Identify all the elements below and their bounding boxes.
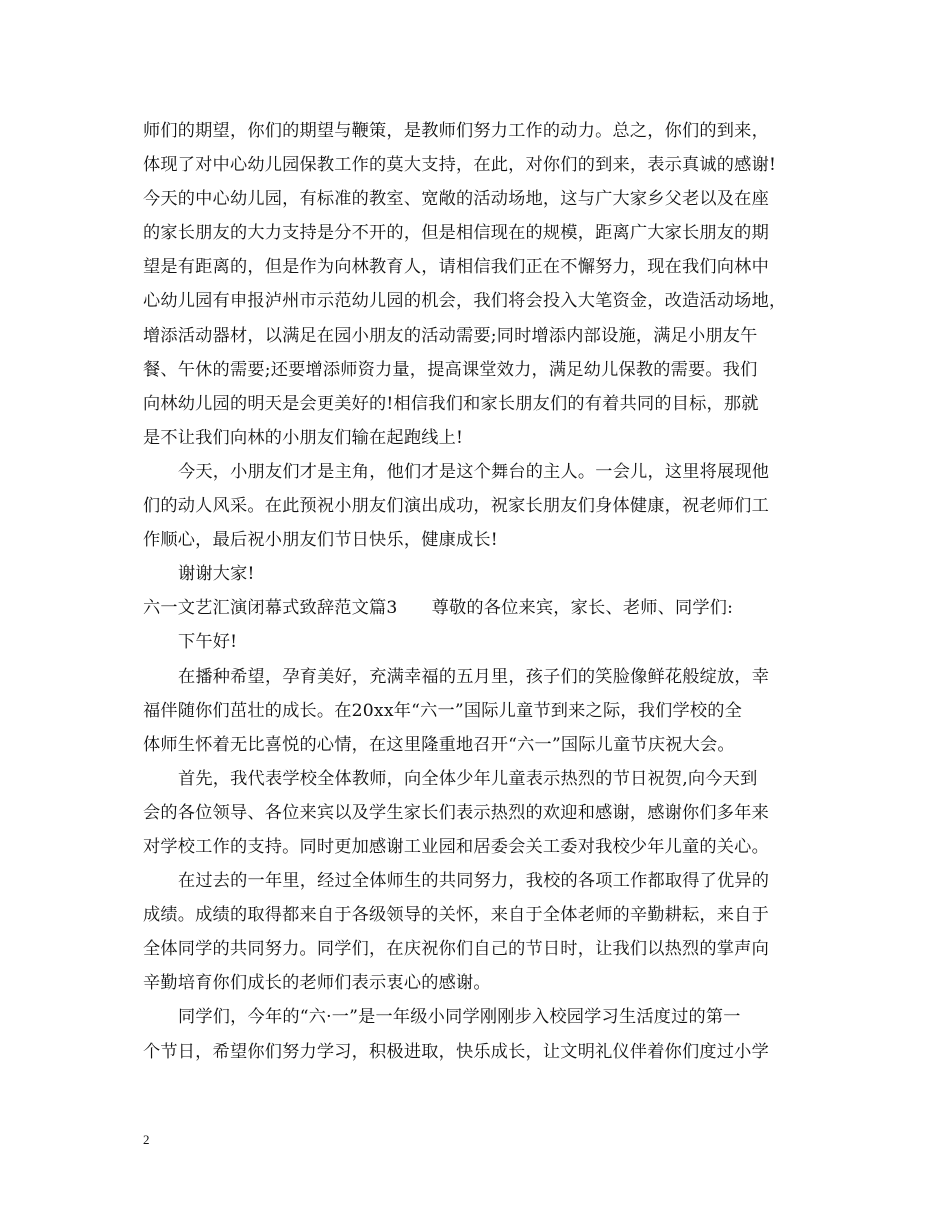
text-line (143, 284, 823, 318)
text-line-content: 会的各位领导、各位来宾以及学生家长们表示热烈的欢迎和感谢，感谢你们多年来 (143, 802, 769, 823)
text-line (143, 148, 823, 182)
text-line (143, 660, 823, 694)
text-line (143, 182, 823, 216)
text-line-content: 的家长朋友的大力支持是分不开的，但是相信现在的规模，距离广大家长朋友的期 (143, 223, 769, 244)
text-line-content: 体师生怀着无比喜悦的心情，在这里隆重地召开“六一”国际儿童节庆祝大会。 (143, 734, 735, 755)
text-line (143, 591, 823, 625)
text-line (143, 1000, 823, 1034)
text-line (143, 557, 823, 591)
text-line (143, 387, 823, 421)
text-line (143, 421, 823, 455)
text-line-content: 在过去的一年里，经过全体师生的共同努力，我校的各项工作都取得了优异的 (178, 871, 770, 892)
text-line-content: 体现了对中心幼儿园保教工作的莫大支持，在此，对你们的到来，表示真诚的感谢! (143, 155, 777, 176)
text-line-content: 师们的期望，你们的期望与鞭策，是教师们努力工作的动力。总之，你们的到来， (143, 121, 769, 141)
text-line (143, 625, 823, 659)
text-line-content: 今天，小朋友们才是主角，他们才是这个舞台的主人。一会儿，这里将展现他 (178, 461, 770, 482)
text-line (143, 216, 823, 250)
text-line-content: 今天的中心幼儿园，有标准的教室、宽敞的活动场地，这与广大家乡父老以及在座 (143, 189, 769, 210)
text-line-content: 同学们，今年的“六·一”是一年级小同学刚刚步入校园学习生活度过的第一 (178, 1007, 741, 1028)
text-line (143, 694, 823, 728)
text-line-content: 全体同学的共同努力。同学们，在庆祝你们自己的节日时，让我们以热烈的掌声向 (143, 939, 769, 960)
text-line-content: 作顺心，最后祝小朋友们节日快乐，健康成长! (143, 530, 498, 551)
text-line-content: 福伴随你们茁壮的成长。在20xx年“六一”国际儿童节到来之际，我们学校的全 (143, 700, 743, 721)
text-line (143, 455, 823, 489)
text-line (143, 319, 823, 353)
text-line-content: 首先，我代表学校全体教师，向全体少年儿童表示热烈的节日祝贺,向今天到 (178, 768, 758, 789)
text-line-content: 们的动人风采。在此预祝小朋友们演出成功，祝家长朋友们身体健康，祝老师们工 (143, 496, 769, 517)
text-line-content: 向林幼儿园的明天是会更美好的!相信我们和家长朋友们的有着共同的目标，那就 (143, 393, 759, 414)
text-line-content: 餐、午休的需要;还要增添师资力量，提高课堂效力，满足幼儿保教的需要。我们 (143, 359, 758, 380)
text-line-content: 六一文艺汇演闭幕式致辞范文篇3 (143, 598, 398, 619)
text-line (143, 114, 823, 148)
text-line-content: 望是有距离的，但是作为向林教育人，请相信我们正在不懈努力，现在我们向林中 (143, 257, 769, 278)
text-line (143, 966, 823, 1000)
text-line-content: 成绩。成绩的取得都来自于各级领导的关怀，来自于全体老师的辛勤耕耘，来自于 (143, 905, 769, 926)
text-line-content: 是不让我们向林的小朋友们输在起跑线上! (143, 427, 464, 448)
text-line-content: 对学校工作的支持。同时更加感谢工业园和居委会关工委对我校少年儿童的关心。 (143, 836, 769, 857)
text-line-content: 个节日，希望你们努力学习，积极进取，快乐成长，让文明礼仪伴着你们度过小学 (143, 1041, 769, 1062)
text-line (143, 864, 823, 898)
text-line (143, 796, 823, 830)
text-line (143, 898, 823, 932)
text-line (143, 762, 823, 796)
text-line (143, 1035, 823, 1069)
text-line-content: 心幼儿园有申报泸州市示范幼儿园的机会，我们将会投入大笔资金，改造活动场地， (143, 291, 787, 312)
text-line (143, 932, 823, 966)
text-line (143, 353, 823, 387)
text-line-content: 下午好! (178, 632, 238, 653)
page-number: 2 (143, 1132, 150, 1147)
text-line (143, 830, 823, 864)
text-line (143, 489, 823, 523)
document-body (143, 114, 823, 1069)
text-line-continuation: 尊敬的各位来宾，家长、老师、同学们: (431, 598, 734, 619)
text-line-content: 增添活动器材，以满足在园小朋友的活动需要;同时增添内部设施，满足小朋友午 (143, 325, 758, 346)
text-line-content: 在播种希望，孕育美好，充满幸福的五月里，孩子们的笑脸像鲜花般绽放，幸 (178, 666, 770, 687)
text-line (143, 250, 823, 284)
text-line-content: 辛勤培育你们成长的老师们表示衷心的感谢。 (143, 973, 491, 994)
text-line-content: 谢谢大家! (178, 564, 255, 585)
text-line (143, 523, 823, 557)
text-line (143, 728, 823, 762)
